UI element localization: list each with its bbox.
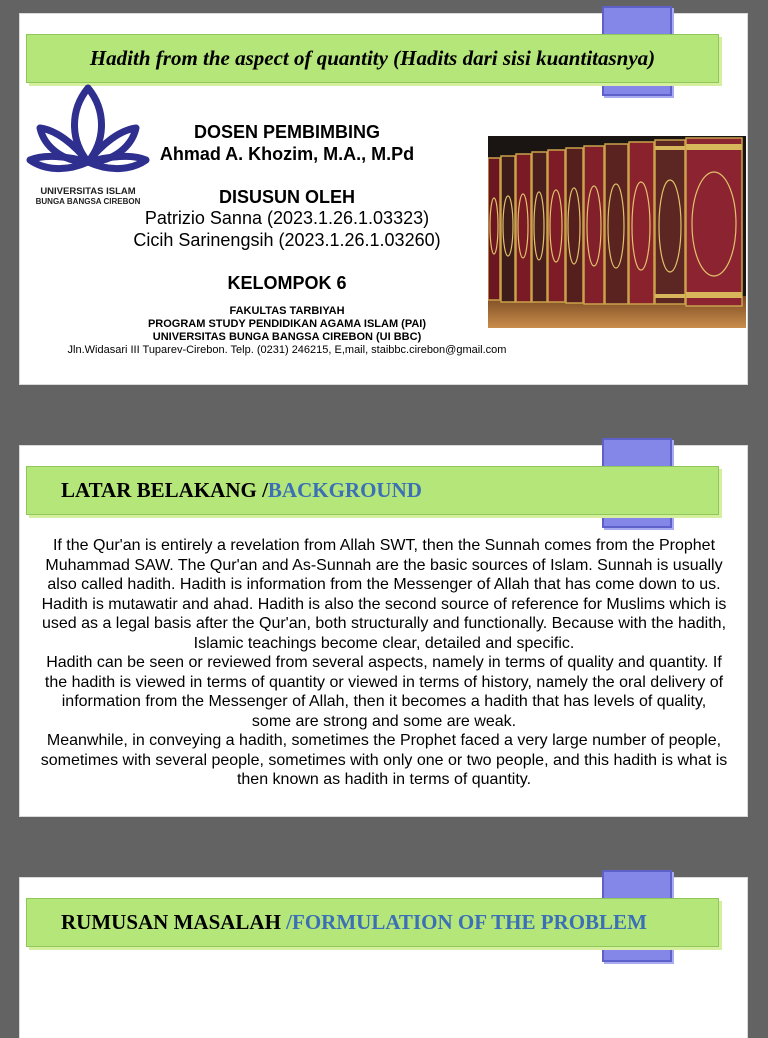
- section-title-accent: /FORMULATION OF THE PROBLEM: [286, 910, 647, 934]
- group-label: KELOMPOK 6: [227, 273, 347, 293]
- section-title-main: LATAR BELAKANG /: [61, 478, 268, 502]
- supervisor-label: DOSEN PEMBIMBING: [193, 122, 380, 142]
- section-title-background: [27, 467, 718, 514]
- presentation-title: Hadith from the aspect of quantity (Hadits dari sisi kuantitasnya): [89, 46, 656, 70]
- section-title-accent: BACKGROUND: [267, 478, 422, 502]
- slide-problem-formulation: [20, 878, 747, 1038]
- logo-text-line2: BUNGA BANGSA CIREBON: [35, 197, 141, 206]
- authors-label: DISUSUN OLEH: [218, 187, 355, 207]
- program-name: PROGRAM STUDY PENDIDIKAN AGAMA ISLAM (PAI): [147, 318, 427, 330]
- supervisor-name: Ahmad A. Khozim, M.A., M.Pd: [159, 144, 415, 164]
- background-paragraph-1: If the Qur'an is entirely a revelation from Allah SWT, then the Sunnah comes from the Prophet Muhammad SAW. The Qur'an and As-Sunnah are the basic sources of Islam. Sunnah is usually also called hadith. Hadith is information from the Messenger of Allah that has come down to us. Hadith is mutawatir and ahad. Hadith is also the second source of reference for Muslims which is used as a legal basis after the Qur'an, both structurally and functionally. Because with the hadith, Islamic teachings become clear, detailed and specific.: [41, 537, 727, 652]
- faculty-name: FAKULTAS TARBIYAH: [229, 305, 345, 317]
- logo-text-line1: UNIVERSITAS ISLAM: [40, 186, 136, 197]
- author-1: Patrizio Sanna (2023.1.26.1.03323): [144, 208, 430, 228]
- background-paragraph-2: Hadith can be seen or reviewed from several aspects, namely in terms of quality and quantity. If the hadith is viewed in terms of quantity or viewed in terms of history, namely the oral delivery of information from the Messenger of Allah, then it becomes a hadith that has levels of quality, some are strong and some are weak.: [44, 654, 724, 730]
- background-paragraphs: [40, 536, 728, 790]
- university-name: UNIVERSITAS BUNGA BANGSA CIREBON (UI BBC): [152, 331, 422, 343]
- author-2: Cicih Sarinengsih (2023.1.26.1.03260): [133, 230, 441, 250]
- bookshelf-photo: [488, 136, 746, 328]
- section-banner-problem: [26, 898, 719, 947]
- title-banner: [26, 34, 719, 83]
- section-banner-background: [26, 466, 719, 515]
- section-title-main: RUMUSAN MASALAH: [61, 910, 287, 934]
- background-paragraph-3: Meanwhile, in conveying a hadith, sometimes the Prophet faced a very large number of people, sometimes with several people, sometimes with only one or two people, and this hadith is what is then known as hadith in terms of quantity.: [40, 732, 728, 788]
- address-line: Jln.Widasari III Tuparev-Cirebon. Telp. (0231) 246215, E,mail, staibbc.cirebon@gmail.com: [67, 344, 507, 356]
- slide-title: [20, 14, 747, 384]
- section-title-problem: [27, 899, 718, 946]
